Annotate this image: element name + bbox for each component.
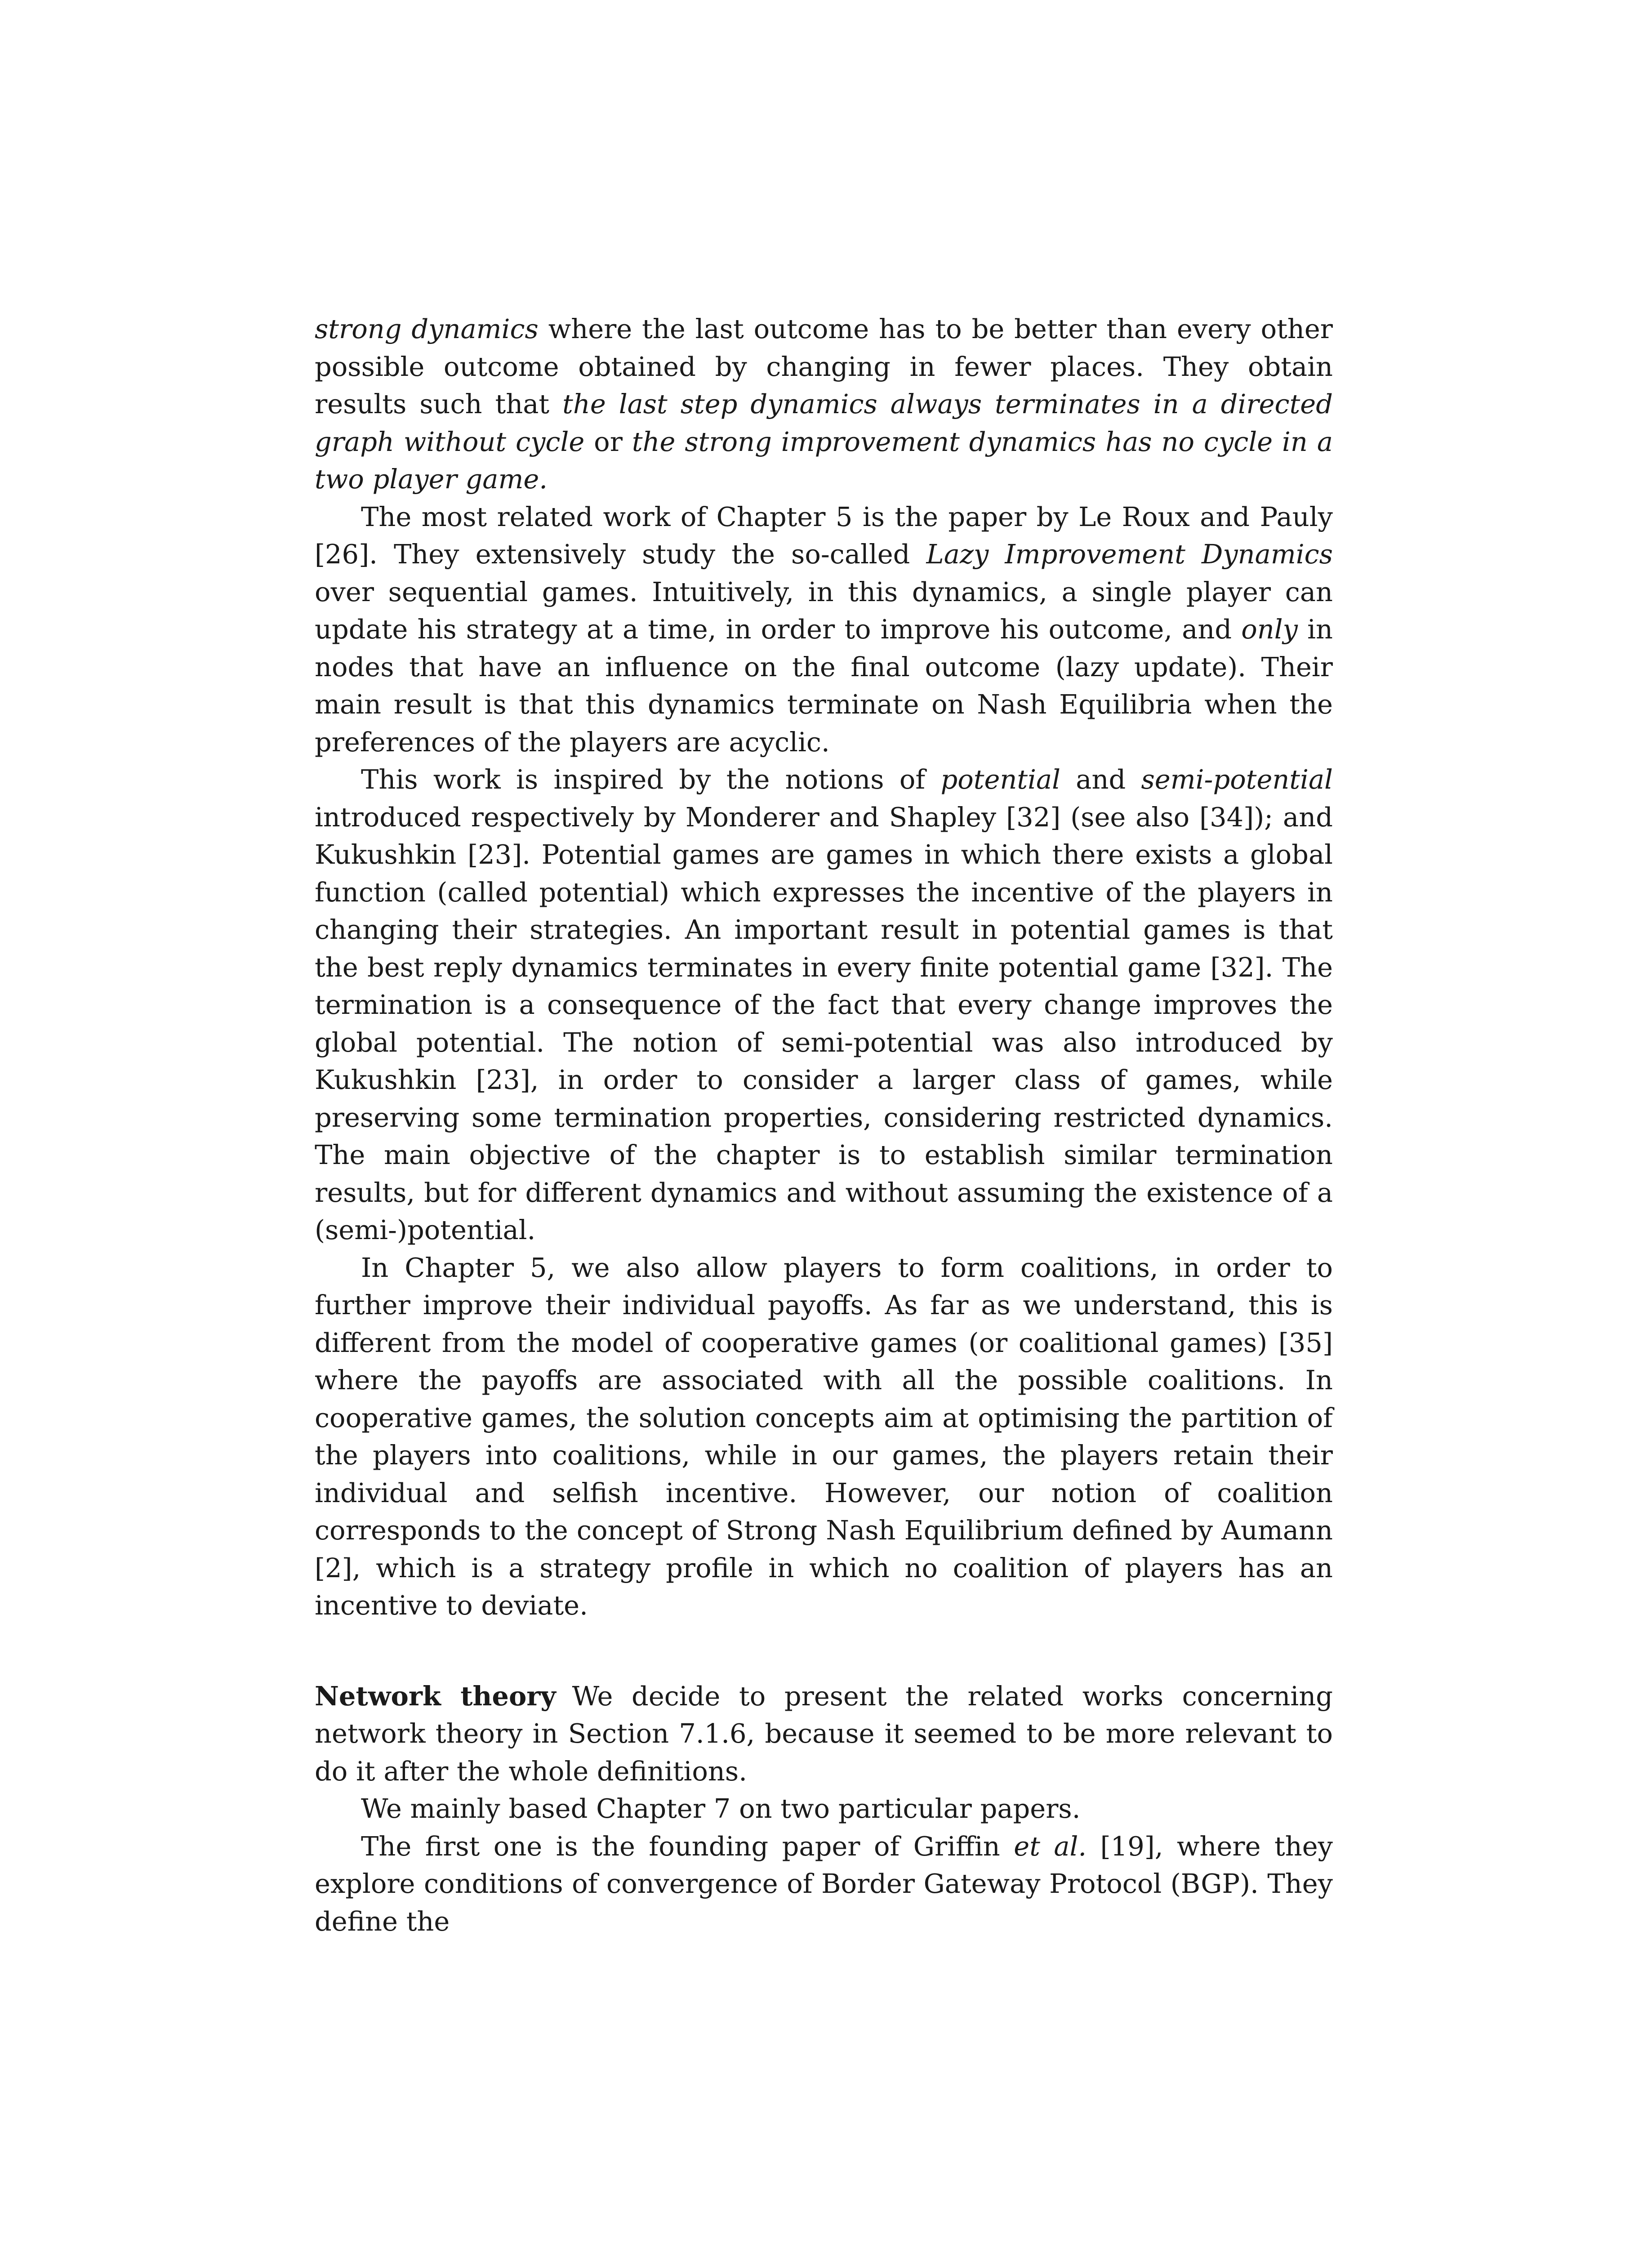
emphasis-text: et al.: [1014, 1830, 1087, 1862]
emphasis-text: potential: [940, 764, 1061, 795]
paragraph-le-roux-pauly: The most related work of Chapter 5 is the paper by Le Roux and Pauly [26]. They extensively study the so-called Lazy Improvement Dynamics over sequential games. Intuitively, in this dynamics, a single player can update his strategy at a time, in order to improve his outcome, and only in nodes that have an influence on the final outcome (lazy update). Their main result is that this dynamics terminate on Nash Equilibria when the preferences of the players are acyclic.: [315, 501, 1333, 758]
paragraph-dynamics-results: strong dynamics where the last outcome has to be better than every other possible outcome obtained by changing in fewer places. They obtain results such that the last step dynamics always terminates in a directed graph without cycle or the strong improvement dynamics has no cycle in a two player game.: [315, 313, 1333, 495]
paragraph-chapter-7-basis: We mainly based Chapter 7 on two particular papers.: [361, 1793, 1081, 1824]
paragraph-coalitions: In Chapter 5, we also allow players to form coalitions, in order to further improve their individual payoffs. As far as we understand, this is different from the model of cooperative games (or coalitional games) [35] where the payoffs are associated with all the possible coalitions. In cooperative games, the solution concepts aim at optimising the partition of the players into coalitions, while in our games, the players retain their individual and selfish incentive. However, our notion of coalition corresponds to the concept of Strong Nash Equilibrium defined by Aumann [2], which is a strategy profile in which no coalition of players has an incentive to deviate.: [315, 1252, 1333, 1621]
emphasis-text: the strong improvement dynamics has no cycle in a two player game.: [315, 426, 1333, 495]
paragraph-network-theory: Network theory We decide to present the related works concerning network theory in Section 7.1.6, because it seemed to be more relevant to do it after the whole definitions.: [315, 1680, 1333, 1787]
page-body: [315, 310, 1333, 1940]
emphasis-text: only: [1241, 614, 1298, 645]
emphasis-text: strong dynamics: [315, 313, 539, 344]
emphasis-text: Lazy Improvement Dynamics: [926, 539, 1333, 570]
emphasis-text: the last step dynamics always terminates in a directed graph without cycle: [315, 388, 1333, 457]
paragraph-griffin: The first one is the founding paper of Griffin et al. [19], where they explore conditions of convergence of Border Gateway Protocol (BGP). They define the: [315, 1830, 1333, 1937]
emphasis-text: semi-potential: [1141, 764, 1333, 795]
paragraph-potential-games: This work is inspired by the notions of potential and semi-potential introduced respectively by Monderer and Shapley [32] (see also [34]); and Kukushkin [23]. Potential games are games in which there exists a global function (called potential) which expresses the incentive of the players in changing their strategies. An important result in potential games is that the best reply dynamics terminates in every finite potential game [32]. The termination is a consequence of the fact that every change improves the global potential. The notion of semi-potential was also introduced by Kukushkin [23], in order to consider a larger class of games, while preserving some termination properties, considering restricted dynamics. The main objective of the chapter is to establish similar termination results, but for different dynamics and without assuming the existence of a (semi-)potential.: [315, 764, 1333, 1245]
run-in-heading: Network theory: [315, 1680, 556, 1712]
